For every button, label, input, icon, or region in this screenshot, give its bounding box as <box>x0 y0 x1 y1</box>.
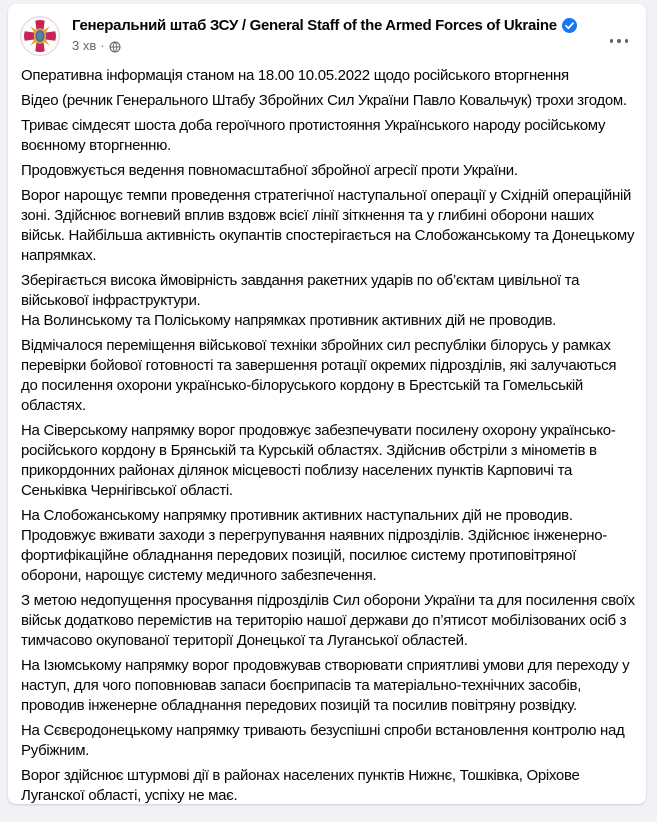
verified-badge-icon <box>562 18 577 33</box>
post-paragraph <box>21 66 635 86</box>
post-paragraph <box>21 656 635 716</box>
post-paragraph <box>21 336 635 416</box>
post-paragraph <box>21 421 635 501</box>
general-staff-emblem-icon <box>20 16 60 56</box>
post-paragraph <box>21 186 635 266</box>
timestamp-link[interactable]: 3 хв <box>72 38 97 53</box>
paragraph-text: На Волинському та Поліському напрямках противник активних дій не проводив. <box>21 312 557 329</box>
post-paragraph <box>21 721 635 761</box>
post-paragraph <box>21 91 635 111</box>
paragraph-text: Ворог нарощує темпи проведення стратегічної наступальної операції у Східній операційній зоні. Здійснює вогневий вплив вздовж всієї лінії зіткнення та у глибині оборони наших військ. Найбільша активність окупантів спостерігається на Слобожанському та Донецькому напрямках. <box>21 187 635 264</box>
post-paragraph <box>21 766 635 806</box>
post-header-text <box>72 16 577 54</box>
paragraph-text: Відео (речник Генерального Штабу Збройних Сил України Павло Ковальчук) трохи згодом. <box>21 92 627 109</box>
more-options-button[interactable] <box>602 24 636 58</box>
post-header <box>8 4 646 62</box>
post-paragraph <box>21 161 635 181</box>
paragraph-text: З метою недопущення просування підрозділів Сил оборони України та для посилення своїх військ додатково перемістив на територію нашої держави до п’ятисот мобілізованих осіб з тимчасово окупованої території Донецької та Луганської областей. <box>21 592 635 649</box>
paragraph-text: Продовжується ведення повномасштабної збройної агресії проти України. <box>21 162 518 179</box>
post-paragraph <box>21 116 635 156</box>
globe-privacy-icon <box>109 41 121 53</box>
paragraph-text: На Ізюмському напрямку ворог продовжував створювати сприятливі умови для переходу у наступ, для чого поповнював запаси боєприпасів та матеріально-технічних засобів, проводив інженерне обладнання передових позицій та посилив повітряну розвідку. <box>21 657 630 714</box>
page-name-link[interactable]: Генеральний штаб ЗСУ / General Staff of the Armed Forces of Ukraine <box>72 17 557 34</box>
post-paragraph <box>21 506 635 586</box>
post-content <box>8 62 646 822</box>
three-dots-icon <box>610 39 629 43</box>
paragraph-text: На Слобожанському напрямку противник активних наступальних дій не проводив. Продовжує вживати заходи з перегрупування наявних підрозділів. Здійснює інженерно-фортифікаційне обладнання передових позицій, посилює систему протиповітряної оборони, нарощує систему медичного забезпечення. <box>21 507 607 584</box>
post-paragraph <box>21 271 635 331</box>
facebook-post-card <box>8 4 646 804</box>
post-meta <box>72 38 577 54</box>
paragraph-text: Зберігається висока ймовірність завдання ракетних ударів по об’єктам цивільної та військової інфраструктури. <box>21 272 580 309</box>
paragraph-text: Оперативна інформація станом на 18.00 10.05.2022 щодо російського вторгнення <box>21 67 569 84</box>
post-paragraph <box>21 591 635 651</box>
paragraph-text: Відмічалося переміщення військової техніки збройних сил республіки білорусь у рамках перевірки бойової готовності та завершення ротації окремих підрозділів, які залучаються до посилення охорони українсько-білоруського кордону в Брестській та Гомельській областях. <box>21 337 617 414</box>
paragraph-text: На Сєвєродонецькому напрямку тривають безуспішні спроби встановлення контролю над Рубіжним. <box>21 722 625 759</box>
paragraph-text: Ворог здійснює штурмові дії в районах населених пунктів Нижнє, Тошківка, Оріхове Луганскої області, успіху не має. <box>21 767 580 804</box>
page-avatar[interactable] <box>20 16 60 56</box>
paragraph-text: На Сіверському напрямку ворог продовжує забезпечувати посилену охорону українсько-російського кордону в Брянській та Курській областях. Здійснив обстріли з мінометів в прикордонних районах ділянок місцевості поблизу населених пунктів Карповичі та Сеньківка Чернігівської області. <box>21 422 616 499</box>
meta-separator: · <box>100 38 105 53</box>
title-row <box>72 16 577 35</box>
paragraph-text: Триває сімдесят шоста доба героїчного протистояння Українського народу російському воєнному вторгненню. <box>21 117 606 154</box>
